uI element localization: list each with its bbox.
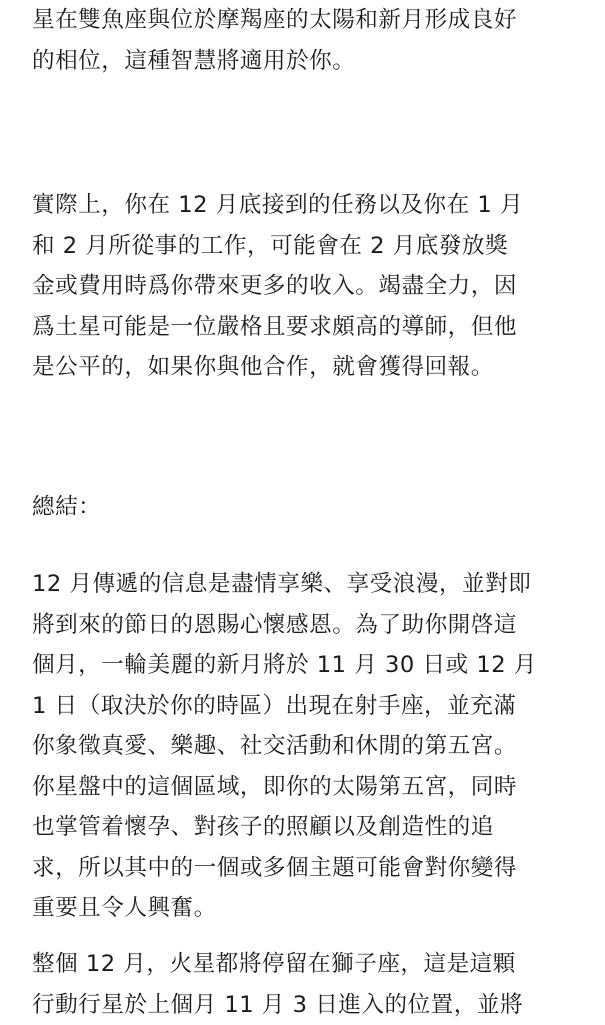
text-line: 你象徵真愛、樂趣、社交活動和休閒的第五宮。: [32, 726, 537, 767]
text-line: 是公平的，如果你與他合作，就會獲得回報。: [32, 347, 523, 388]
text-line: 1 日（取決於你的時區）出現在射手座，並充滿: [32, 686, 537, 727]
text-line: 12 月傳遞的信息是盡情享樂、享受浪漫，並對即: [32, 564, 537, 605]
paragraph-income: [32, 185, 523, 388]
paragraph-december-message: [32, 564, 537, 929]
text-line: 金或費用時爲你帶來更多的收入。竭盡全力，因: [32, 266, 523, 307]
text-line: 整個 12 月，火星都將停留在獅子座，這是這顆: [32, 944, 523, 985]
text-line: 重要且令人興奮。: [32, 888, 537, 929]
text-line: 和 2 月所從事的工作，可能會在 2 月底發放獎: [32, 226, 523, 267]
text-line: 實際上，你在 12 月底接到的任務以及你在 1 月: [32, 185, 523, 226]
text-line: 爲土星可能是一位嚴格且要求頗高的導師，但他: [32, 307, 523, 348]
text-line: 行動行星於上個月 11 月 3 日進入的位置，並將: [32, 985, 523, 1025]
text-line: 個月，一輪美麗的新月將於 11 月 30 日或 12 月: [32, 645, 537, 686]
text-line: 星在雙魚座與位於摩羯座的太陽和新月形成良好: [32, 0, 517, 41]
paragraph-mars-leo: [32, 944, 523, 1025]
paragraph-venus-aspect: [32, 0, 517, 81]
text-line: 的相位，這種智慧將適用於你。: [32, 41, 517, 82]
text-line: 求，所以其中的一個或多個主題可能會對你變得: [32, 848, 537, 889]
text-line: 你星盤中的這個區域，即你的太陽第五宮，同時: [32, 767, 537, 808]
text-line: 也掌管着懷孕、對孩子的照顧以及創造性的追: [32, 807, 537, 848]
section-heading-summary: [32, 487, 101, 528]
text-line: 總結：: [32, 487, 101, 528]
text-line: 將到來的節日的恩賜心懷感恩。為了助你開啓這: [32, 605, 537, 646]
